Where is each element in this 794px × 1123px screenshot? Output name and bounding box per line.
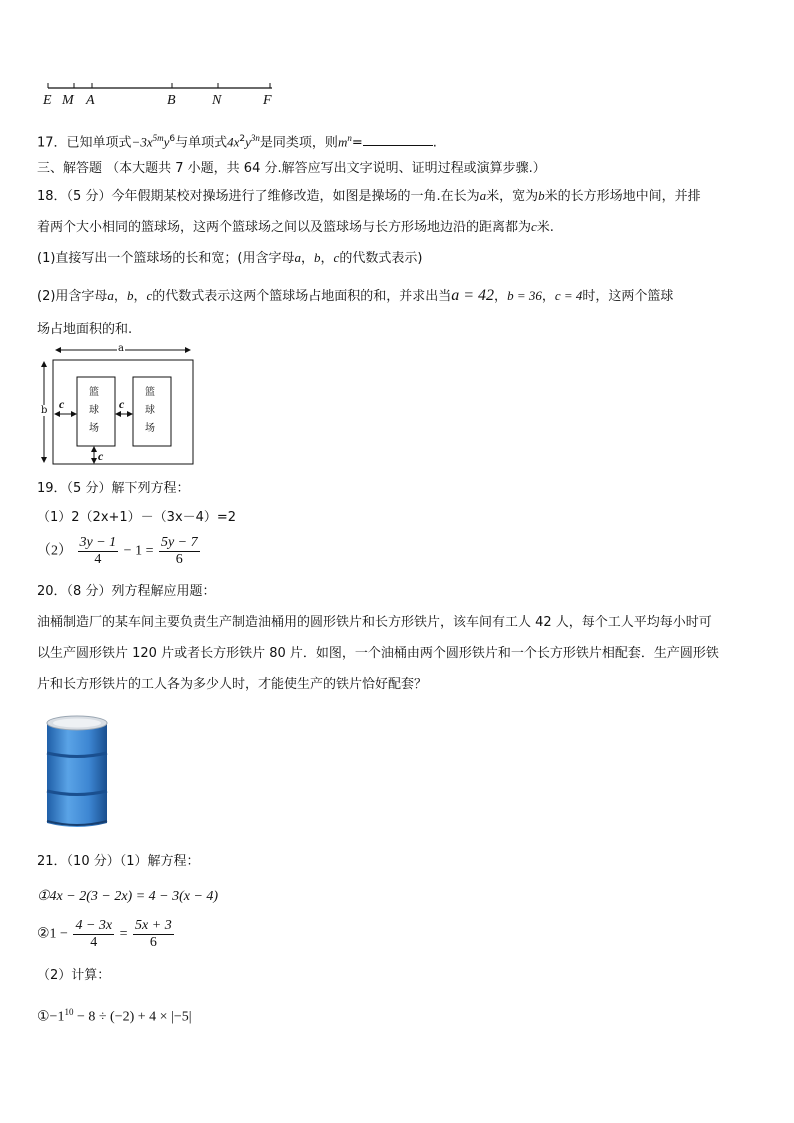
q21-eq2 — [37, 918, 176, 951]
q18-b-value: b = 36 — [507, 288, 542, 303]
q17-term2: 4x — [227, 134, 240, 150]
q19-frac1-num: 3y − 1 — [79, 535, 117, 550]
q18-part1-comma1: ， — [301, 251, 315, 266]
q21-frac2-den: 6 — [149, 935, 157, 950]
oil-barrel-image — [44, 713, 110, 831]
q18-part2-var-c: c — [146, 288, 153, 303]
q18-part2-var-a: a — [107, 288, 114, 303]
q18-part2-comma2: ， — [133, 289, 147, 304]
q17-suffix: 是同类项，则 — [259, 135, 338, 151]
q21-calc-head: （2）计算： — [37, 968, 111, 983]
q17-term2-exp-y: 3n — [250, 133, 260, 143]
q17-term1: −3x — [131, 134, 153, 150]
fig-label-b: b — [41, 405, 48, 416]
q21-frac1 — [73, 918, 114, 951]
q21-frac1-num: 4 − 3x — [75, 918, 113, 933]
point-label-m: M — [62, 93, 74, 108]
q18-line2 — [37, 218, 554, 237]
q18-part1-var-b: b — [314, 250, 321, 265]
q19-frac2 — [159, 535, 200, 568]
q21-frac2-num: 5x + 3 — [135, 918, 172, 933]
q18-part2-var-b: b — [126, 288, 134, 303]
q17-ask-eq: = — [351, 135, 363, 151]
court-right-char1: 篮 — [145, 387, 155, 398]
q17-ask-exp: n — [347, 133, 352, 143]
q21-head: 21．（10 分）（1）解方程： — [37, 854, 200, 869]
q20-line1: 油桶制造厂的某车间主要负责生产制造油桶用的圆形铁片和长方形铁片，该车间有工人 42 人，每个工人平均每小时可 — [37, 615, 712, 630]
court-left-label — [87, 384, 101, 438]
q18-part2 — [37, 287, 673, 306]
q21-eq2-mid: = — [119, 926, 128, 942]
section-title: 三、解答题 （本大题共 7 小题，共 64 分.解答应写出文字说明、证明过程或演算步骤.） — [37, 161, 546, 176]
q18-part1 — [37, 249, 422, 268]
q17-term2-exp-x: 2 — [239, 134, 246, 144]
point-label-e: E — [43, 93, 52, 108]
q18-line1-b: 米，宽为 — [486, 189, 539, 204]
q17-ask-base: m — [337, 134, 348, 150]
court-right-label — [143, 384, 157, 438]
q17-term1-exp-x: 5m — [152, 133, 164, 143]
court-left-char1: 篮 — [89, 387, 99, 398]
q18-line2-b: 米. — [536, 220, 554, 235]
q18-var-a: a — [479, 188, 487, 203]
q18-part1-var-a: a — [294, 250, 301, 265]
q19-head: 19．（5 分）解下列方程： — [37, 481, 190, 496]
q20-head: 20．（8 分）列方程解应用题： — [37, 584, 216, 599]
q17-term1-y: y — [163, 134, 170, 150]
q17-prefix: 17．已知单项式 — [37, 135, 132, 151]
q18-part1-comma2: ， — [320, 251, 334, 266]
q19-frac1 — [78, 535, 119, 568]
q18-part2-cont: 场占地面积的和. — [37, 322, 133, 337]
court-right-char3: 场 — [145, 423, 155, 434]
q17-end: . — [432, 135, 437, 151]
q18-line2-a: 着两个大小相同的篮球场，这两个篮球场之间以及篮球场与长方形场地边沿的距离都为 — [37, 220, 532, 235]
court-left-char3: 场 — [89, 423, 99, 434]
fig-label-c-bottom: c — [98, 449, 104, 463]
q17-mid: 与单项式 — [175, 135, 228, 151]
q18-line1-a: 18．（5 分）今年假期某校对操场进行了维修改造，如图是操场的一角.在长为 — [37, 189, 480, 204]
q19-eq1: （1）2（2x+1）－（3x－4）=2 — [37, 510, 237, 525]
q18-part2-b: 的代数式表示这两个篮球场占地面积的和，并求出当 — [152, 289, 452, 304]
q18-part1-var-c: c — [333, 250, 340, 265]
q18-part1-d: 的代数式表示) — [339, 251, 423, 266]
fig-label-c-left: c — [59, 397, 65, 411]
q18-part2-a: (2)用含字母 — [37, 289, 108, 304]
q21-eq2-prefix: ②1 − — [37, 926, 68, 942]
answer-blank[interactable] — [363, 133, 433, 146]
q18-part2-comma4: ， — [541, 289, 555, 304]
q21-calc1-a: ①−1 — [37, 1009, 65, 1025]
question-17 — [37, 129, 437, 152]
q21-calc1-b: − 8 ÷ (−2) + 4 × |−5| — [73, 1009, 192, 1025]
q18-line1 — [37, 187, 701, 206]
q20-line3: 片和长方形铁片的工人各为多少人时，才能使生产的铁片恰好配套？ — [37, 677, 428, 692]
q18-part2-c: 时，这两个篮球 — [582, 289, 674, 304]
q18-var-c: c — [531, 219, 537, 234]
q19-frac1-den: 4 — [94, 552, 102, 567]
q17-term2-y: y — [245, 134, 251, 150]
q21-calc1 — [37, 1002, 192, 1028]
point-label-b: B — [167, 93, 176, 108]
point-label-a: A — [86, 93, 95, 108]
q20-line2: 以生产圆形铁片 120 片或者长方形铁片 80 片．如图，一个油桶由两个圆形铁片和一个长方形铁片相配套．生产圆形铁 — [37, 646, 719, 661]
q18-part1-a: (1)直接写出一个篮球场的长和宽；(用含字母 — [37, 251, 295, 266]
q21-frac1-den: 4 — [90, 935, 98, 950]
point-label-n: N — [212, 93, 222, 108]
q19-eq2 — [37, 535, 202, 568]
court-right-char2: 球 — [145, 405, 155, 416]
q18-line1-c: 米的长方形场地中间，并排 — [544, 189, 701, 204]
q18-part2-comma1: ， — [113, 289, 127, 304]
q17-term1-exp-y: 6 — [169, 134, 176, 144]
q19-frac2-den: 6 — [175, 552, 183, 567]
q18-a-value: a = 42 — [451, 287, 495, 304]
q21-calc1-exp: 10 — [64, 1007, 74, 1017]
q19-frac2-num: 5y − 7 — [160, 535, 198, 550]
q19-eq2-mid: − 1 = — [123, 543, 154, 559]
court-left-char2: 球 — [89, 405, 99, 416]
number-line — [40, 78, 280, 112]
q18-part2-comma3: ， — [494, 289, 508, 304]
q19-eq2-prefix: （2） — [37, 543, 72, 559]
q18-var-b: b — [538, 188, 545, 203]
q21-frac2 — [133, 918, 174, 951]
fig-label-c-mid: c — [119, 397, 125, 411]
fig-label-a: a — [118, 343, 124, 354]
q18-c-value: c = 4 — [554, 288, 583, 303]
q21-eq1: ①4x − 2(3 − 2x) = 4 − 3(x − 4) — [37, 889, 219, 904]
point-label-f: F — [263, 93, 272, 108]
